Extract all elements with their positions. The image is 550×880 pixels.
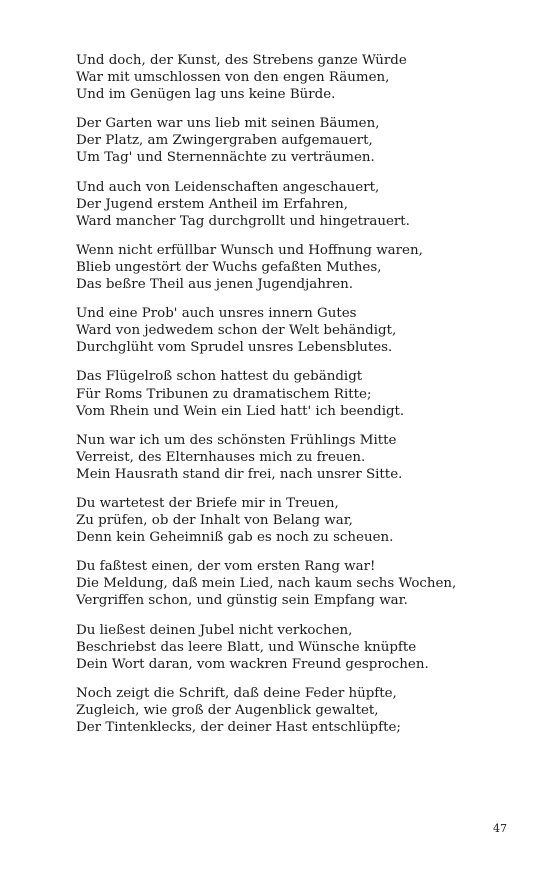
verse-line: Mein Hausrath stand dir frei, nach unsrer Sitte. [76, 466, 403, 482]
verse-line: Ward mancher Tag durchgrollt und hingetrauert. [76, 213, 410, 229]
stanza [76, 179, 516, 230]
stanza [76, 558, 516, 609]
verse-line: Verreist, des Elternhauses mich zu freuen. [76, 449, 366, 465]
stanza [76, 305, 516, 356]
verse-line: Der Jugend erstem Antheil im Erfahren, [76, 196, 348, 212]
verse-line: Ward von jedwedem schon der Welt behändigt, [76, 323, 397, 339]
verse-line: Für Roms Tribunen zu dramatischem Ritte; [76, 386, 372, 402]
stanza [76, 432, 516, 483]
verse-line: Um Tag' und Sternennächte zu verträumen. [76, 150, 375, 166]
verse-line: Zu prüfen, ob der Inhalt von Belang war, [76, 513, 353, 529]
verse-line: Du wartetest der Briefe mir in Treuen, [76, 495, 339, 511]
verse-line: Wenn nicht erfüllbar Wunsch und Hoffnung waren, [76, 242, 423, 258]
verse-line: Der Tintenklecks, der deiner Hast entschlüpfte; [76, 720, 401, 735]
verse-line: Nun war ich um des schönsten Frühlings Mitte [76, 432, 397, 448]
stanza [76, 622, 516, 673]
verse-line: Noch zeigt die Schrift, daß deine Feder hüpfte, [76, 685, 397, 701]
verse-line: Denn kein Geheimniß gab es noch zu scheuen. [76, 530, 394, 546]
verse-line: Vom Rhein und Wein ein Lied hatt' ich beendigt. [76, 403, 405, 419]
verse-line: Vergriffen schon, und günstig sein Empfang war. [76, 593, 408, 609]
verse-line: Und im Genügen lag uns keine Bürde. [76, 87, 336, 103]
stanza [76, 685, 516, 736]
verse-line: Beschriebst das leere Blatt, und Wünsche knüpfte [76, 639, 417, 655]
verse-line: Du ließest deinen Jubel nicht verkochen, [76, 622, 353, 638]
stanza [76, 115, 516, 166]
stanza [76, 242, 516, 293]
verse-line: Das beßre Theil aus jenen Jugendjahren. [76, 277, 354, 293]
stanza [76, 52, 516, 103]
stanza [76, 368, 516, 419]
verse-line: Zugleich, wie groß der Augenblick gewaltet, [76, 702, 379, 718]
verse-line: Und eine Prob' auch unsres innern Gutes [76, 306, 357, 322]
verse-line: Der Platz, am Zwingergraben aufgemauert, [76, 133, 373, 149]
verse-line: Dein Wort daran, vom wackren Freund gesprochen. [76, 656, 429, 672]
verse-line: Blieb ungestört der Wuchs gefaßten Muthes, [76, 259, 382, 275]
verse-line: Du faßtest einen, der vom ersten Rang war! [76, 559, 376, 575]
verse-line: Und auch von Leidenschaften angeschauert, [76, 179, 380, 195]
verse-line: Und doch, der Kunst, des Strebens ganze Würde [76, 53, 407, 68]
verse-line: War mit umschlossen von den engen Räumen, [76, 70, 390, 86]
verse-line: Durchglüht vom Sprudel unsres Lebensblutes. [76, 340, 393, 356]
verse-line: Der Garten war uns lieb mit seinen Bäumen, [76, 116, 380, 132]
verse-line: Die Meldung, daß mein Lied, nach kaum sechs Wochen, [76, 576, 457, 592]
stanza [76, 495, 516, 546]
verse-line: Das Flügelroß schon hattest du gebändigt [76, 369, 363, 385]
poem-text [76, 52, 516, 748]
page-number: 47 [493, 822, 507, 835]
